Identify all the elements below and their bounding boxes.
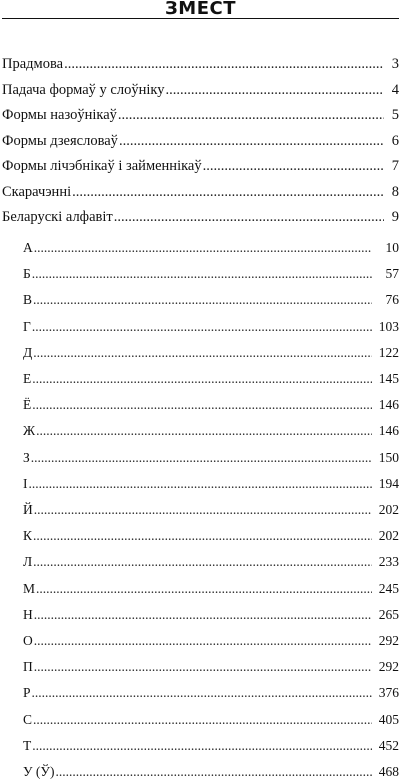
toc-entry-label: Формы назоўнікаў <box>2 107 117 123</box>
dot-leader <box>33 712 372 728</box>
toc-entry-label: Формы лічэбнікаў і займеннікаў <box>2 158 202 174</box>
toc-entry <box>23 764 399 784</box>
toc-entry <box>23 371 399 391</box>
toc-entry <box>2 184 399 204</box>
toc-entry <box>23 528 399 548</box>
toc-entry-page: 9 <box>391 209 399 225</box>
dot-leader <box>34 633 372 649</box>
toc-entry-page: 452 <box>378 737 399 753</box>
dot-leader <box>33 528 372 544</box>
toc-entry-page: 57 <box>385 266 399 282</box>
dot-leader <box>32 738 372 754</box>
toc-entry <box>2 158 399 178</box>
dot-leader <box>32 371 372 387</box>
toc-entry <box>23 476 399 496</box>
dot-leader <box>64 56 384 73</box>
toc-entry <box>23 450 399 470</box>
toc-entry-page: 150 <box>378 449 399 465</box>
dot-leader <box>118 107 384 124</box>
toc-entry-label: Формы дзеясловаў <box>2 132 118 149</box>
dot-leader <box>55 764 372 780</box>
toc-entry-page: 292 <box>378 659 399 675</box>
toc-entry-label: Л <box>23 554 33 570</box>
dot-leader <box>34 659 372 675</box>
toc-entry-page: 233 <box>378 554 399 570</box>
toc-entry-page: 376 <box>378 685 399 701</box>
dot-leader <box>165 82 384 99</box>
dot-leader <box>119 133 384 150</box>
dot-leader <box>31 450 372 466</box>
toc-entry-page: 5 <box>391 107 399 123</box>
toc-entry-label: Беларускі алфавіт <box>2 209 113 225</box>
toc-entry-label: К <box>23 528 33 544</box>
toc-entry <box>2 133 399 153</box>
toc-entry <box>23 240 399 260</box>
toc-entry <box>23 266 399 286</box>
dot-leader <box>72 184 384 201</box>
toc-entry <box>2 82 399 102</box>
dot-leader <box>36 581 372 597</box>
toc-entry-label: З <box>23 449 30 465</box>
title-rule <box>2 18 399 19</box>
toc-entry-page: 10 <box>385 240 399 255</box>
toc-entry-label: Падача формаў у слоўніку <box>2 81 165 98</box>
toc-entry-page: 8 <box>391 183 399 200</box>
toc-entry-label: Г <box>23 318 31 334</box>
dot-leader <box>33 554 372 570</box>
toc-entry-page: 103 <box>378 318 399 334</box>
toc-entry-label: Н <box>23 606 33 622</box>
toc-entry <box>2 209 399 229</box>
dot-leader <box>36 423 372 439</box>
toc-entry <box>23 685 399 705</box>
dot-leader <box>32 685 372 701</box>
dot-leader <box>34 607 372 623</box>
toc-entry-page: 265 <box>378 606 399 622</box>
dot-leader <box>33 345 372 361</box>
dot-leader <box>32 319 372 335</box>
toc-entry-label: У (Ў) <box>23 764 55 779</box>
toc-entry-label: Т <box>23 737 32 753</box>
toc-entry-page: 468 <box>378 764 399 779</box>
toc-entry <box>23 423 399 443</box>
toc-entry <box>23 554 399 574</box>
toc-entry-label: В <box>23 292 33 308</box>
toc-entry <box>23 607 399 627</box>
toc-entry-page: 122 <box>378 344 399 360</box>
dot-leader <box>34 502 372 518</box>
toc-entry <box>23 712 399 732</box>
toc-entry-page: 245 <box>378 580 399 596</box>
toc-entry-label: Прадмова <box>2 56 64 72</box>
dot-leader <box>34 240 372 256</box>
toc-entry-label: І <box>23 475 28 491</box>
toc-entry-label: С <box>23 711 33 727</box>
toc-entry <box>23 633 399 653</box>
toc-entry <box>23 581 399 601</box>
toc-entry-page: 145 <box>378 371 399 386</box>
toc-entry <box>23 397 399 417</box>
toc-entry-label: Ё <box>23 397 32 413</box>
toc-entry <box>23 659 399 679</box>
toc-entry-page: 7 <box>391 158 399 174</box>
dot-leader <box>32 397 372 413</box>
toc-entry-label: А <box>23 240 33 255</box>
toc-entry-page: 6 <box>391 132 399 149</box>
dot-leader <box>203 158 384 175</box>
toc-entry-label: М <box>23 580 36 596</box>
toc-entry-page: 76 <box>385 292 399 308</box>
toc-entry <box>23 738 399 758</box>
toc-entry-label: П <box>23 659 33 675</box>
toc-entry-page: 405 <box>378 711 399 727</box>
toc-entry <box>2 56 399 76</box>
toc-entry <box>2 107 399 127</box>
toc-entry <box>23 502 399 522</box>
toc-entry-page: 146 <box>378 423 399 439</box>
toc-entry <box>23 345 399 365</box>
toc-entry-page: 202 <box>378 528 399 544</box>
toc-entry <box>23 319 399 339</box>
toc-entry-label: О <box>23 633 33 648</box>
toc-entry-label: Ж <box>23 423 36 439</box>
toc-entry-page: 3 <box>391 56 399 72</box>
dot-leader <box>33 292 372 308</box>
toc-entry-label: Р <box>23 685 31 701</box>
page-title: ЗМЕСТ <box>165 0 236 19</box>
toc-entry-label: Д <box>23 344 33 360</box>
dot-leader <box>32 266 372 282</box>
toc-entry-label: Е <box>23 371 32 386</box>
toc-entry-page: 194 <box>378 475 399 491</box>
toc-entry-page: 202 <box>378 502 399 517</box>
dot-leader <box>114 209 384 226</box>
toc-entry-page: 4 <box>391 81 399 98</box>
toc-entry-page: 292 <box>378 633 399 648</box>
dot-leader <box>29 476 373 492</box>
toc-entry <box>23 292 399 312</box>
toc-entry-label: Б <box>23 266 31 282</box>
toc-entry-label: Й <box>23 502 33 517</box>
toc-entry-page: 146 <box>378 397 399 413</box>
toc-entry-label: Скарачэнні <box>2 183 72 200</box>
